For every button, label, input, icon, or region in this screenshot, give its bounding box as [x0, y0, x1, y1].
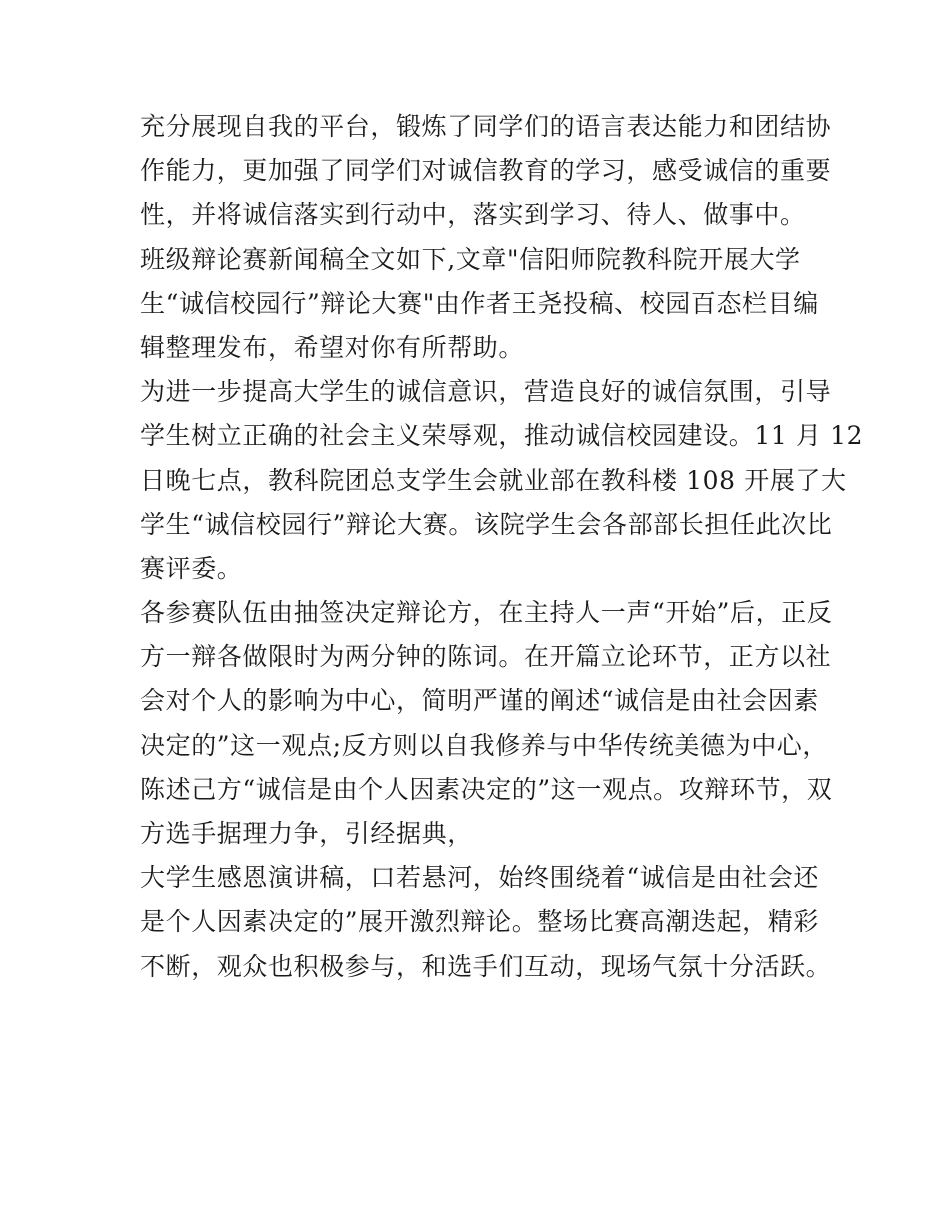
- paragraph-conclusion: [140, 856, 832, 989]
- text-line: 学生树立正确的社会主义荣辱观，推动诚信校园建设。11 月 12: [140, 421, 864, 451]
- text-line: 日晚七点，教科院团总支学生会就业部在教科楼 108 开展了大: [140, 465, 847, 495]
- text-line: 会对个人的影响为中心，简明严谨的阐述“诚信是由社会因素: [140, 686, 819, 716]
- text-line: 辑整理发布，希望对你有所帮助。: [140, 332, 525, 362]
- text-line: 方一辩各做限时为两分钟的陈词。在开篇立论环节，正方以社: [140, 642, 832, 672]
- text-line: 班级辩论赛新闻稿全文如下,文章"信阳师院教科院开展大学: [140, 244, 801, 274]
- document-body: [140, 105, 864, 989]
- text-line: 性，并将诚信落实到行动中，落实到学习、待人、做事中。: [140, 200, 806, 230]
- text-line: 不断，观众也积极参与，和选手们互动，现场气氛十分活跃。: [140, 951, 832, 981]
- text-line: 学生“诚信校园行”辩论大赛。该院学生会各部部长担任此次比: [140, 509, 833, 539]
- text-line: 是个人因素决定的”展开激烈辩论。整场比赛高潮迭起，精彩: [140, 907, 819, 937]
- text-line: 大学生感恩演讲稿，口若悬河，始终围绕着“诚信是由社会还: [140, 863, 819, 893]
- paragraph-platform: [140, 105, 832, 238]
- paragraph-event-background: [140, 370, 864, 591]
- text-line: 为进一步提高大学生的诚信意识，营造良好的诚信氛围，引导: [140, 377, 832, 407]
- paragraph-article-intro: [140, 238, 820, 371]
- text-line: 充分展现自我的平台，锻炼了同学们的语言表达能力和团结协: [140, 112, 832, 141]
- text-line: 决定的”这一观点;反方则以自我修养与中华传统美德为中心，: [140, 730, 829, 760]
- text-line: 赛评委。: [140, 553, 243, 583]
- text-line: 陈述己方“诚信是由个人因素决定的”这一观点。攻辩环节，双: [140, 774, 833, 804]
- paragraph-debate-process: [140, 591, 833, 856]
- text-line: 方选手据理力争，引经据典，: [140, 819, 473, 848]
- text-line: 各参赛队伍由抽签决定辩论方，在主持人一声“开始”后，正反: [140, 598, 833, 628]
- text-line: 作能力，更加强了同学们对诚信教育的学习，感受诚信的重要: [140, 156, 832, 186]
- text-line: 生“诚信校园行”辩论大赛"由作者王尧投稿、校园百态栏目编: [140, 288, 819, 318]
